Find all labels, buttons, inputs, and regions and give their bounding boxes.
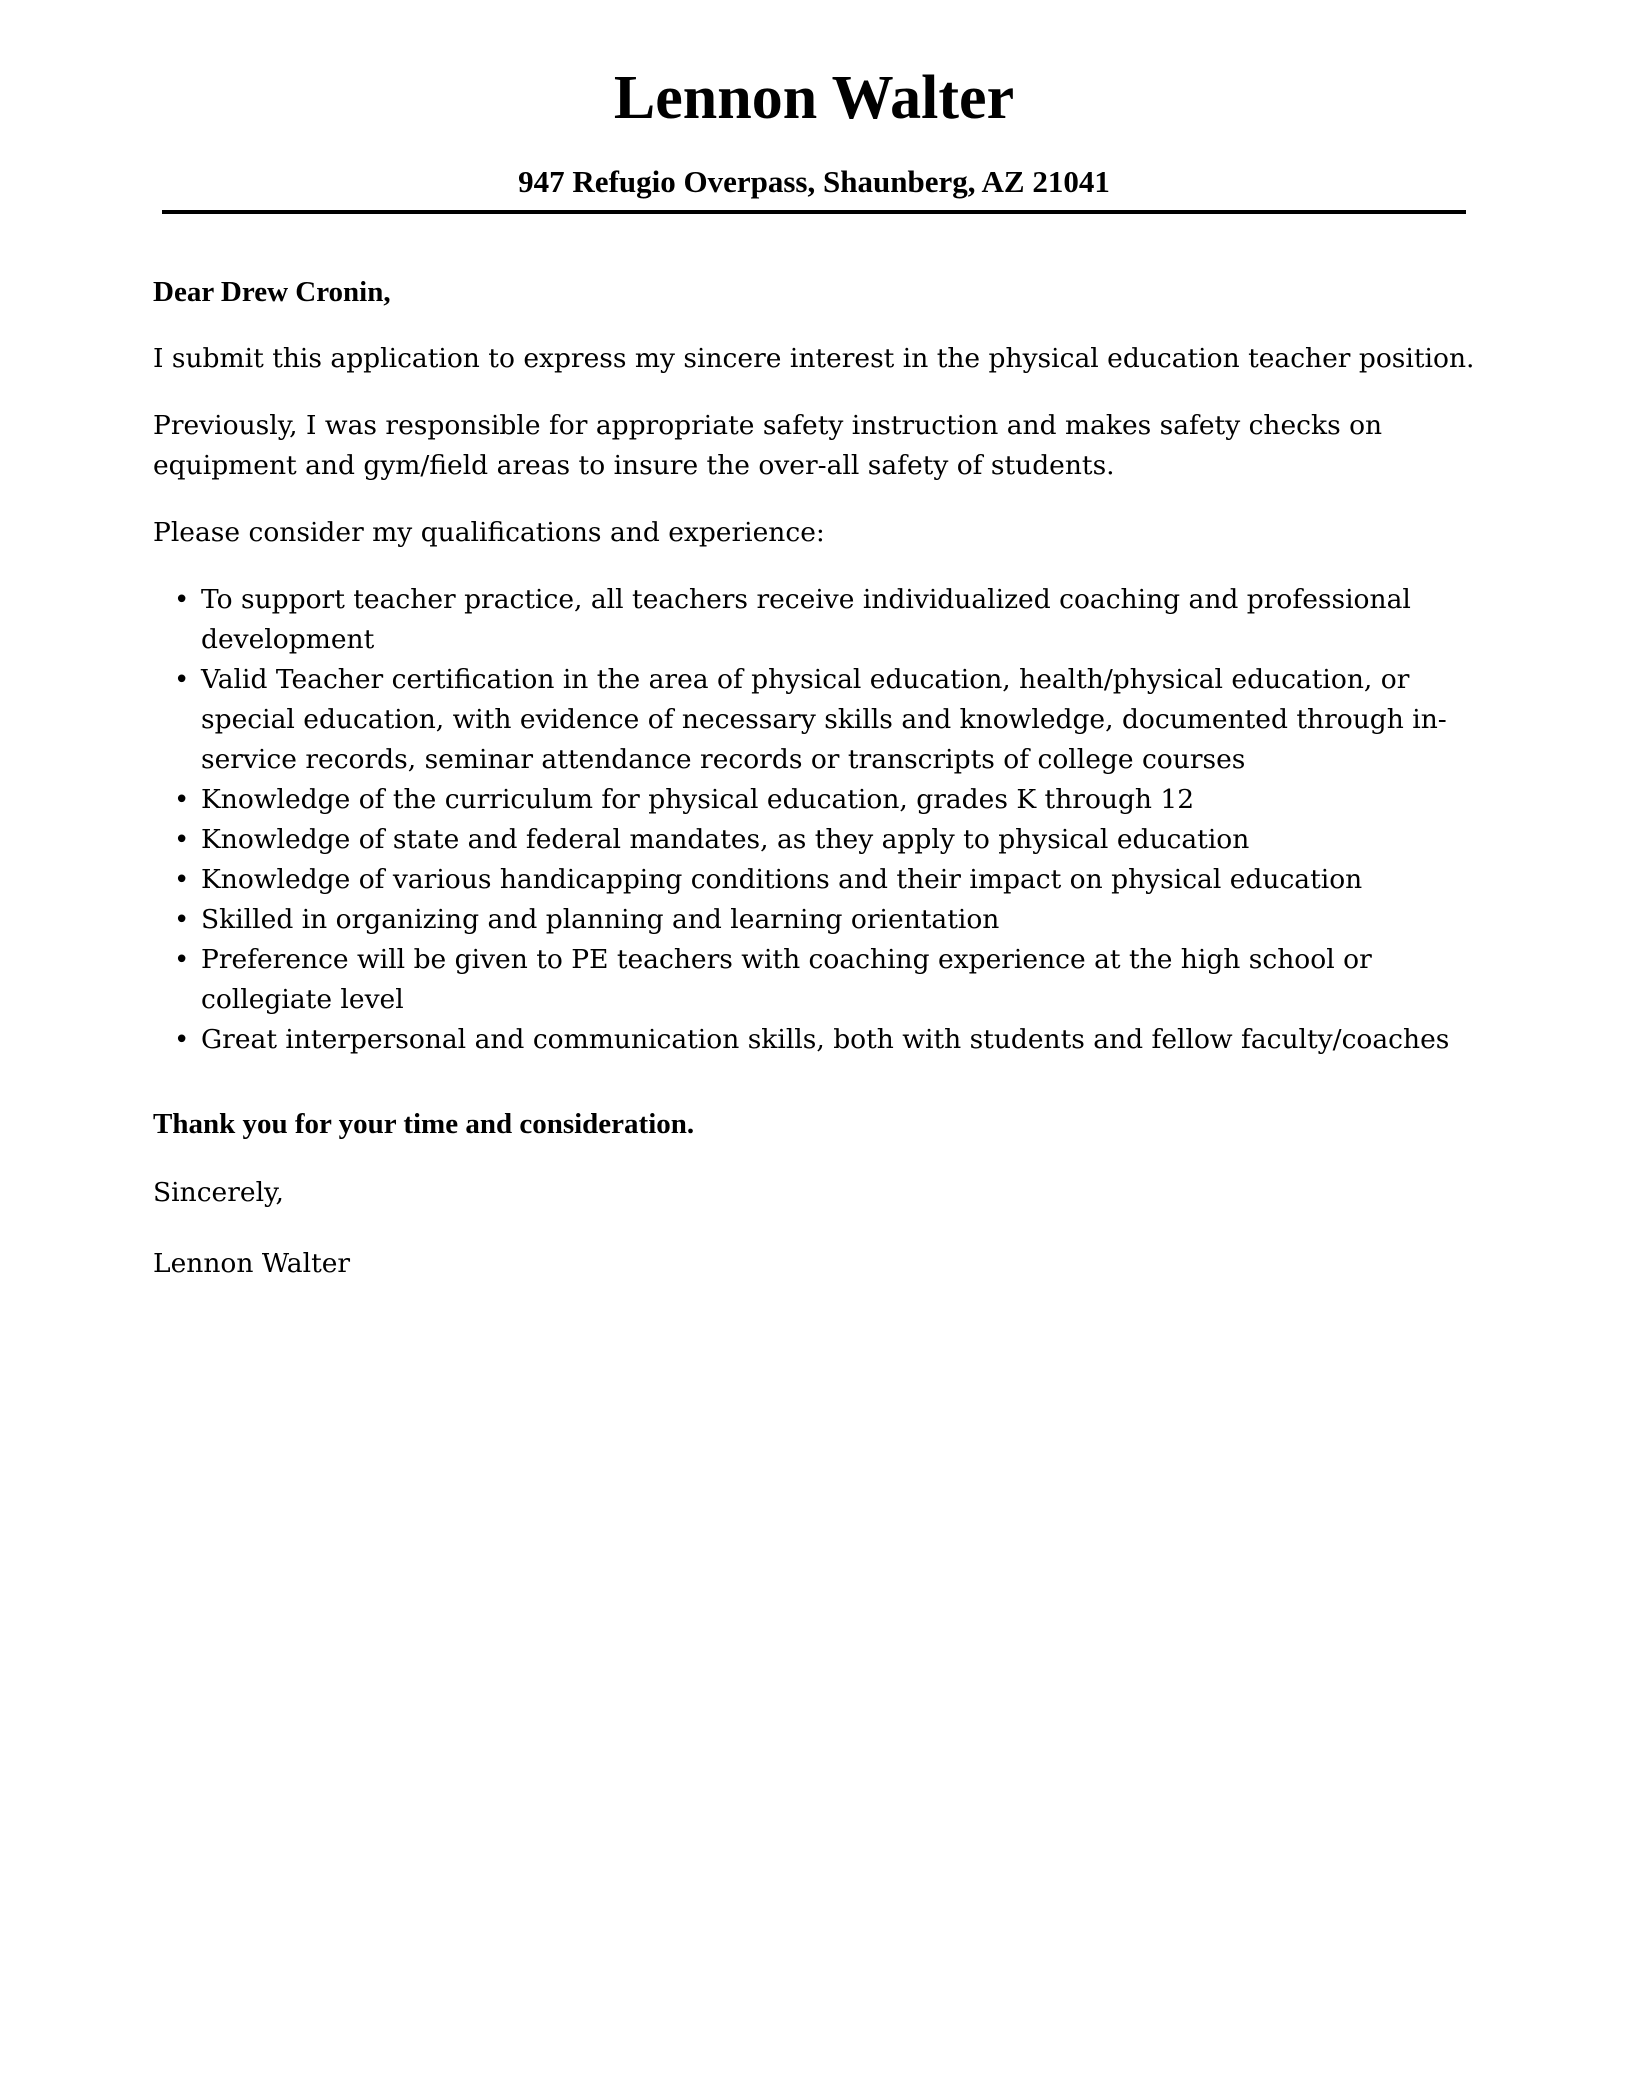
- qualifications-list: [153, 580, 1483, 1060]
- applicant-name: Lennon Walter: [613, 64, 1015, 132]
- list-item: • Skilled in organizing and planning and learning orientation: [201, 900, 1483, 940]
- list-item: • Preference will be given to PE teachers with coaching experience at the high school or collegiate level: [201, 940, 1483, 1020]
- list-item: • Valid Teacher certification in the area of physical education, health/physical education, or special education, with evidence of necessary skills and knowledge, documented through in-service records, seminar attendance records or transcripts of college courses: [201, 660, 1483, 780]
- greeting: Dear Drew Cronin,: [153, 276, 391, 308]
- list-item: • Knowledge of state and federal mandates, as they apply to physical education: [201, 820, 1483, 860]
- intro-paragraph: I submit this application to express my sincere interest in the physical education teacher position.: [153, 343, 1475, 374]
- applicant-address: 947 Refugio Overpass, Shaunberg, AZ 21041: [518, 164, 1110, 199]
- signature: Lennon Walter: [153, 1248, 351, 1279]
- closing-thanks: Thank you for your time and consideration.: [153, 1108, 695, 1140]
- header-divider: [162, 210, 1466, 214]
- letter-header: [162, 58, 1466, 202]
- list-item: • To support teacher practice, all teachers receive individualized coaching and professional development: [201, 580, 1483, 660]
- experience-paragraph: Previously, I was responsible for appropriate safety instruction and makes safety checks on equipment and gym/field areas to insure the over-all safety of students.: [153, 410, 1383, 481]
- list-item: • Knowledge of the curriculum for physical education, grades K through 12: [201, 780, 1483, 820]
- qualifications-lead: Please consider my qualifications and experience:: [153, 517, 825, 548]
- signoff: Sincerely,: [153, 1177, 284, 1208]
- letter-body: [153, 272, 1483, 1313]
- list-item: • Knowledge of various handicapping conditions and their impact on physical education: [201, 860, 1483, 900]
- list-item: • Great interpersonal and communication skills, both with students and fellow faculty/coaches: [201, 1020, 1483, 1060]
